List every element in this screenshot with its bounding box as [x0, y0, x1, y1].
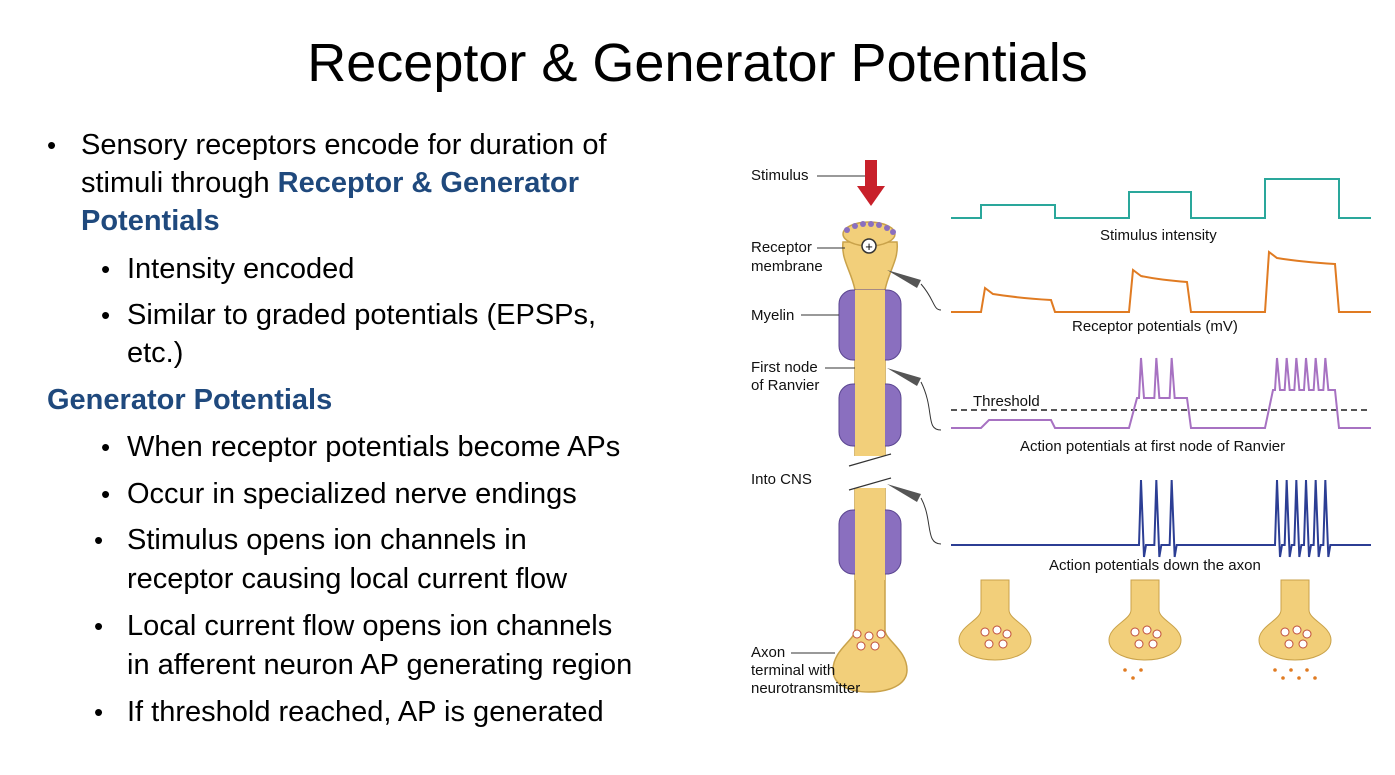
vesicle [1131, 628, 1139, 636]
sub-bullet-text: Intensity encoded [127, 253, 355, 285]
bullet-dot: • [101, 300, 111, 330]
axon-terminal [1259, 580, 1331, 660]
electrode [887, 368, 921, 386]
bullet-text: Sensory receptors encode for duration of [81, 129, 607, 161]
sub-bullet-text: in afferent neuron AP generating region [127, 649, 633, 681]
bullet-dot: • [47, 130, 57, 160]
label-stimulus: Stimulus [751, 167, 809, 184]
axon-trace [951, 480, 1371, 557]
label-node-2: of Ranvier [751, 377, 820, 394]
bullet-dot: • [94, 697, 104, 727]
stimulus-arrow [865, 160, 877, 188]
neurotransmitter-release [1297, 676, 1301, 680]
vesicle [999, 640, 1007, 648]
vesicle [993, 626, 1001, 634]
bullet-text-line [81, 164, 579, 202]
vesicle [1149, 640, 1157, 648]
electrode-lead [921, 498, 941, 544]
axon-terminal [1109, 580, 1181, 660]
trace-label-axon: Action potentials down the axon [1049, 557, 1261, 574]
neurotransmitter-release [1305, 668, 1309, 672]
electrode-lead [921, 382, 941, 430]
label-node-1: First node [751, 359, 818, 376]
trace-label-node: Action potentials at first node of Ranvier [1020, 438, 1286, 455]
sub-bullet-text: Local current flow opens ion channels [127, 610, 613, 642]
neuron-illustration [833, 160, 941, 692]
vesicle [1303, 630, 1311, 638]
sub-bullet-text: When receptor potentials become APs [127, 431, 621, 463]
stimulus-arrow-head [857, 186, 885, 206]
slide-title: Receptor & Generator Potentials [307, 33, 1088, 93]
axon-terminal [959, 580, 1031, 660]
neurotransmitter-release [1123, 668, 1127, 672]
label-myelin: Myelin [751, 307, 795, 324]
label-axon-1: Axon [751, 644, 786, 661]
vesicle [985, 640, 993, 648]
bullet-dot: • [101, 479, 111, 509]
sub-bullet-text: Stimulus opens ion channels in [127, 524, 527, 556]
label-axon-3: neurotransmitter [751, 680, 861, 697]
electrode-lead [921, 284, 941, 310]
section-heading: Generator Potentials [47, 384, 333, 416]
receptor-potential-figure [745, 150, 1385, 710]
svg-text:+: + [865, 239, 873, 254]
neurotransmitter-release [1131, 676, 1135, 680]
neurotransmitter-release [1313, 676, 1317, 680]
label-membrane: membrane [751, 258, 823, 275]
electrode [887, 270, 921, 288]
bullet-text: stimuli through [81, 167, 278, 199]
sub-bullet-text: Occur in specialized nerve endings [127, 478, 577, 510]
highlight-term: Potentials [81, 205, 220, 237]
vesicle [981, 628, 989, 636]
label-receptor: Receptor [751, 239, 812, 256]
sub-bullet-text: If threshold reached, AP is generated [127, 696, 604, 728]
neurotransmitter-release [1139, 668, 1143, 672]
vesicle [1003, 630, 1011, 638]
trace-label-receptor: Receptor potentials (mV) [1072, 318, 1238, 335]
vesicle [1299, 640, 1307, 648]
neurotransmitter-release [1281, 676, 1285, 680]
axon-core [855, 290, 885, 580]
vesicle [1285, 640, 1293, 648]
trace-label-stimulus: Stimulus intensity [1100, 227, 1217, 244]
label-threshold: Threshold [973, 393, 1040, 410]
highlight-term: Receptor & Generator [277, 167, 580, 199]
bullet-dot: • [101, 254, 111, 284]
bullet-dot: • [94, 611, 104, 641]
vesicle [1153, 630, 1161, 638]
axon-break [845, 456, 895, 488]
vesicle [1281, 628, 1289, 636]
stimulus-trace [951, 179, 1371, 218]
sub-bullet-text: receptor causing local current flow [127, 563, 568, 595]
vesicle [1293, 626, 1301, 634]
label-axon-2: terminal with [751, 662, 836, 679]
electrode [887, 484, 921, 502]
bullet-dot: • [94, 525, 104, 555]
vesicle [1135, 640, 1143, 648]
receptor-trace [951, 252, 1371, 312]
sub-bullet-text: Similar to graded potentials (EPSPs, [127, 299, 597, 331]
label-cns: Into CNS [751, 471, 812, 488]
vesicle [1143, 626, 1151, 634]
neurotransmitter-release [1289, 668, 1293, 672]
bullet-dot: • [101, 432, 111, 462]
sub-bullet-text: etc.) [127, 337, 184, 369]
neurotransmitter-release [1273, 668, 1277, 672]
axon-terminals [959, 580, 1331, 680]
